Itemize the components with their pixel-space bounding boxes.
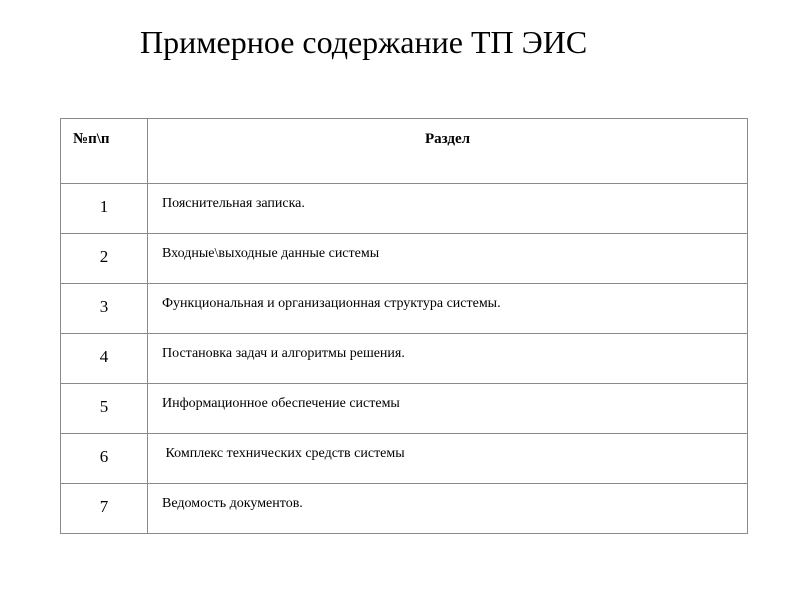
row-section: Пояснительная записка. [148, 184, 748, 234]
row-number: 2 [61, 234, 148, 284]
row-section: Постановка задач и алгоритмы решения. [148, 334, 748, 384]
row-number: 6 [61, 434, 148, 484]
row-number: 5 [61, 384, 148, 434]
table-header-row [61, 119, 748, 184]
row-number: 7 [61, 484, 148, 534]
row-number: 1 [61, 184, 148, 234]
table-row [61, 284, 748, 334]
table-row [61, 234, 748, 284]
row-section: Входные\выходные данные системы [148, 234, 748, 284]
row-section: Ведомость документов. [148, 484, 748, 534]
slide-title: Примерное содержание ТП ЭИС [140, 24, 588, 60]
table-row [61, 484, 748, 534]
header-number-cell: №п\п [61, 119, 148, 184]
row-section: Информационное обеспечение системы [148, 384, 748, 434]
row-number: 4 [61, 334, 148, 384]
row-section: Комплекс технических средств системы [148, 434, 748, 484]
row-number: 3 [61, 284, 148, 334]
table-row [61, 434, 748, 484]
header-section-cell: Раздел [148, 119, 748, 184]
contents-table [60, 118, 748, 534]
table-row [61, 384, 748, 434]
row-section: Функциональная и организационная структура системы. [148, 284, 748, 334]
table-row [61, 334, 748, 384]
table-row [61, 184, 748, 234]
